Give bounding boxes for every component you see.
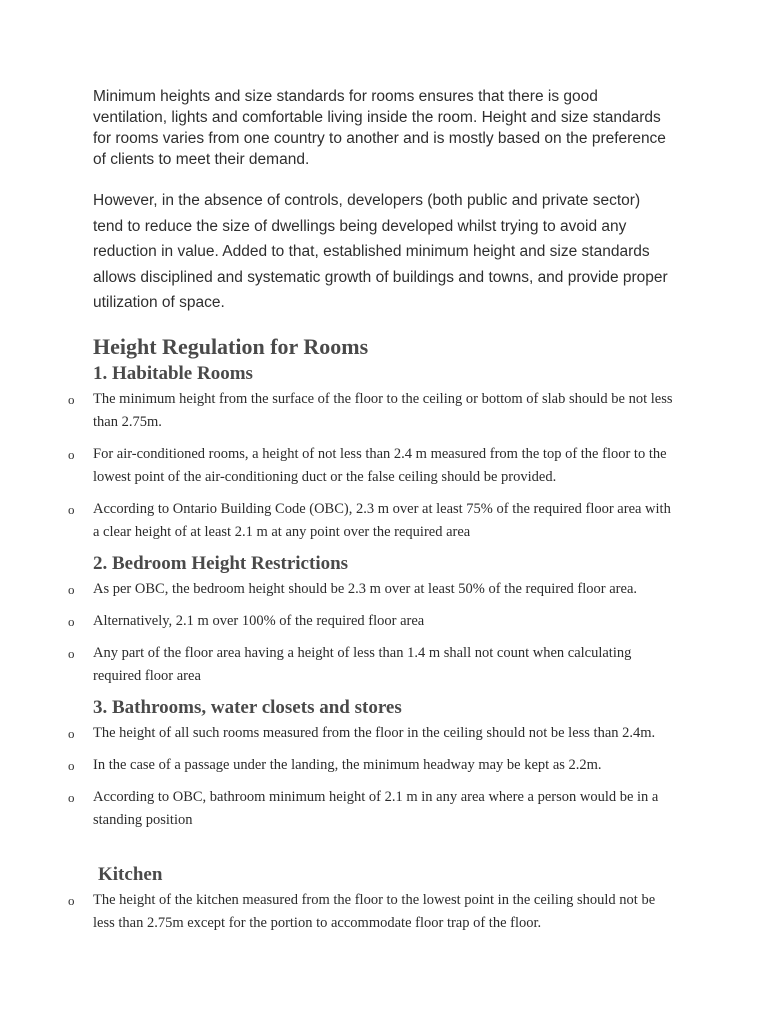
list-item	[0, 610, 675, 633]
list-item-text: Alternatively, 2.1 m over 100% of the required floor area	[93, 613, 425, 629]
bullet-marker: o	[68, 646, 75, 661]
list-item	[0, 786, 675, 832]
list-item	[0, 889, 675, 935]
section-heading-habitable-rooms: 1. Habitable Rooms	[93, 363, 253, 384]
section-heading-bedroom-height: 2. Bedroom Height Restrictions	[93, 553, 349, 574]
bullet-marker: o	[68, 758, 75, 773]
intro-paragraph-2: However, in the absence of controls, developers (both public and private sector) tend to reduce the size of dwellings being developed whilst trying to avoid any reduction in value. Added to that, established minimum height and size standards allows disciplined and systematic growth of buildings and towns, and provide proper utilization of space.	[93, 192, 668, 312]
list-item	[0, 443, 675, 489]
list-item-text: As per OBC, the bedroom height should be 2.3 m over at least 50% of the required floor area.	[93, 581, 638, 597]
list-item-text: Any part of the floor area having a height of less than 1.4 m shall not count when calculating required floor area	[93, 645, 632, 684]
bullet-marker: o	[68, 392, 75, 407]
habitable-rooms-list	[0, 388, 768, 544]
intro-paragraph-1: Minimum heights and size standards for rooms ensures that there is good ventilation, lights and comfortable living inside the room. Height and size standards for rooms varies from one country to another and is mostly based on the preference of clients to meet their demand.	[93, 88, 666, 168]
kitchen-list	[0, 889, 768, 935]
section-heading-kitchen: Kitchen	[98, 864, 163, 885]
bullet-marker: o	[68, 614, 75, 629]
list-item-text: For air-conditioned rooms, a height of not less than 2.4 m measured from the top of the floor to the lowest point of the air-conditioning duct or the false ceiling should be provided.	[93, 446, 667, 485]
list-item	[0, 722, 675, 745]
bullet-marker: o	[68, 726, 75, 741]
list-item	[0, 578, 675, 601]
bedroom-height-list	[0, 578, 768, 688]
bullet-marker: o	[68, 790, 75, 805]
bathrooms-list	[0, 722, 768, 832]
list-item-text: According to OBC, bathroom minimum height of 2.1 m in any area where a person would be in a standing position	[93, 789, 659, 828]
bullet-marker: o	[68, 447, 75, 462]
list-item-text: The height of all such rooms measured from the floor in the ceiling should not be less than 2.4m.	[93, 725, 656, 741]
bullet-marker: o	[68, 582, 75, 597]
list-item	[0, 498, 675, 544]
list-item-text: The minimum height from the surface of the floor to the ceiling or bottom of slab should be not less than 2.75m.	[93, 391, 673, 430]
list-item	[0, 642, 675, 688]
list-item	[0, 754, 675, 777]
main-heading: Height Regulation for Rooms	[93, 334, 369, 359]
list-item-text: In the case of a passage under the landing, the minimum headway may be kept as 2.2m.	[93, 757, 602, 773]
bullet-marker: o	[68, 502, 75, 517]
bullet-marker: o	[68, 893, 75, 908]
section-heading-bathrooms: 3. Bathrooms, water closets and stores	[93, 697, 402, 718]
list-item	[0, 388, 675, 434]
list-item-text: According to Ontario Building Code (OBC), 2.3 m over at least 75% of the required floor area with a clear height of at least 2.1 m at any point over the required area	[93, 501, 671, 540]
list-item-text: The height of the kitchen measured from the floor to the lowest point in the ceiling should not be less than 2.75m except for the portion to accommodate floor trap of the floor.	[93, 892, 656, 931]
